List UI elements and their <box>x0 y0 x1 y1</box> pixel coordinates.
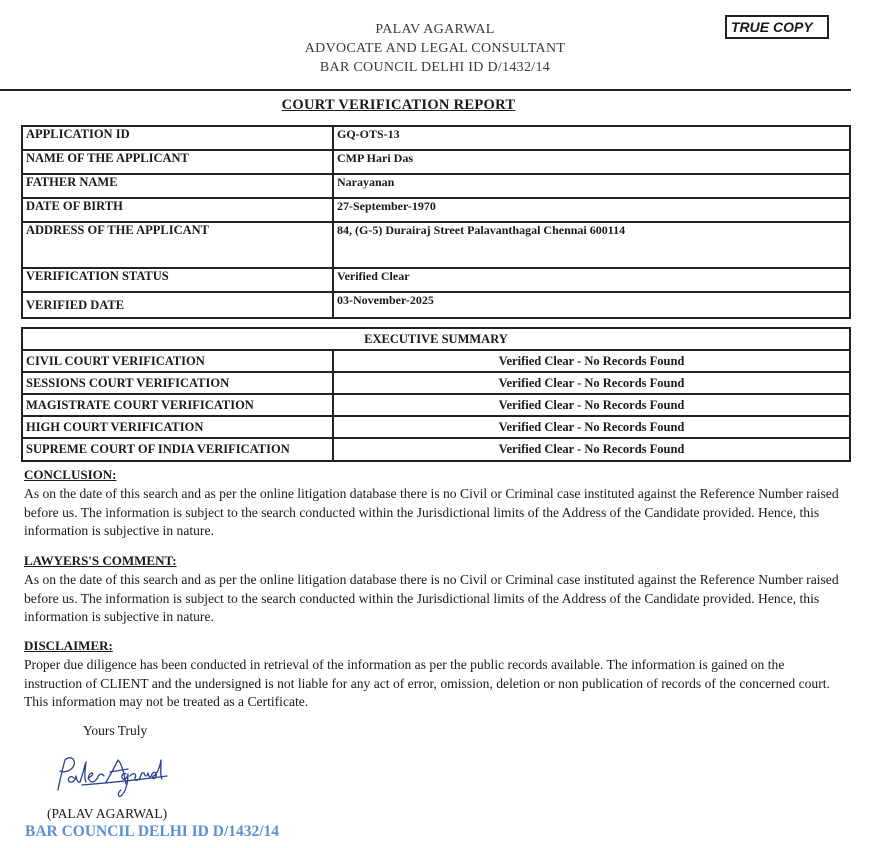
info-value: GQ-OTS-13 <box>333 126 850 150</box>
applicant-info-table <box>21 125 851 319</box>
table-row <box>22 268 850 292</box>
court-label: MAGISTRATE COURT VERIFICATION <box>22 394 333 416</box>
info-value: CMP Hari Das <box>333 150 850 174</box>
lawyers-comment-title: LAWYERS'S COMMENT: <box>24 553 177 568</box>
court-status: Verified Clear - No Records Found <box>333 350 850 372</box>
info-value: 84, (G-5) Durairaj Street Palavanthagal Chennai 600114 <box>333 222 850 268</box>
table-row <box>22 222 850 268</box>
executive-summary-table <box>21 327 851 462</box>
info-value: 03-November-2025 <box>333 292 850 318</box>
report-title: COURT VERIFICATION REPORT <box>281 97 516 113</box>
table-row <box>22 416 850 438</box>
info-value: Verified Clear <box>333 268 850 292</box>
closing-text: Yours Truly <box>83 723 148 738</box>
advocate-name: PALAV AGARWAL <box>375 22 495 37</box>
disclaimer-section <box>24 638 839 712</box>
court-label: HIGH COURT VERIFICATION <box>22 416 333 438</box>
conclusion-title: CONCLUSION: <box>24 467 117 482</box>
info-label: VERIFICATION STATUS <box>22 268 333 292</box>
table-row <box>22 174 850 198</box>
info-label: FATHER NAME <box>22 174 333 198</box>
info-label: DATE OF BIRTH <box>22 198 333 222</box>
info-label: NAME OF THE APPLICANT <box>22 150 333 174</box>
table-row <box>22 394 850 416</box>
bar-council-id: BAR COUNCIL DELHI ID D/1432/14 <box>319 60 551 75</box>
table-header-row <box>22 328 850 350</box>
court-status: Verified Clear - No Records Found <box>333 372 850 394</box>
table-row <box>22 126 850 150</box>
table-row <box>22 438 850 461</box>
court-label: SESSIONS COURT VERIFICATION <box>22 372 333 394</box>
court-label: SUPREME COURT OF INDIA VERIFICATION <box>22 438 333 461</box>
conclusion-section <box>24 467 839 541</box>
header-divider <box>0 89 851 91</box>
disclaimer-text: Proper due diligence has been conducted in retrieval of the information as per the public records available. The information is gained on the instruction of CLIENT and the undersigned is not liable for any act of error, omission, deletion or non publication of records of the concerned court. This information may not be treated as a Certificate. <box>24 657 830 710</box>
table-row <box>22 150 850 174</box>
executive-summary-title: EXECUTIVE SUMMARY <box>22 328 850 350</box>
court-label: CIVIL COURT VERIFICATION <box>22 350 333 372</box>
court-status: Verified Clear - No Records Found <box>333 438 850 461</box>
table-row <box>22 372 850 394</box>
table-row <box>22 292 850 318</box>
handwritten-signature <box>52 752 177 800</box>
disclaimer-title: DISCLAIMER: <box>24 638 113 653</box>
info-label: VERIFIED DATE <box>22 292 333 318</box>
info-value: 27-September-1970 <box>333 198 850 222</box>
info-label: APPLICATION ID <box>22 126 333 150</box>
signatory-bar-id: BAR COUNCIL DELHI ID D/1432/14 <box>25 823 280 840</box>
info-label: ADDRESS OF THE APPLICANT <box>22 222 333 268</box>
signatory-name: (PALAV AGARWAL) <box>47 806 168 821</box>
table-row <box>22 350 850 372</box>
table-row <box>22 198 850 222</box>
lawyers-comment-text: As on the date of this search and as per the online litigation database there is no Civil or Criminal case instituted against the Reference Number raised before us. The information is subject to the search conducted within the Jurisdictional limits of the Address of the Candidate provided. Hence, this information is subjective in nature. <box>24 572 839 625</box>
court-status: Verified Clear - No Records Found <box>333 394 850 416</box>
advocate-role: ADVOCATE AND LEGAL CONSULTANT <box>304 41 566 56</box>
lawyers-comment-section <box>24 553 839 627</box>
info-value: Narayanan <box>333 174 850 198</box>
conclusion-text: As on the date of this search and as per the online litigation database there is no Civil or Criminal case instituted against the Reference Number raised before us. The information is subject to the search conducted within the Jurisdictional limits of the Address of the Candidate provided. Hence, this information is subjective in nature. <box>24 486 839 539</box>
court-status: Verified Clear - No Records Found <box>333 416 850 438</box>
true-copy-stamp: TRUE COPY <box>725 15 829 39</box>
